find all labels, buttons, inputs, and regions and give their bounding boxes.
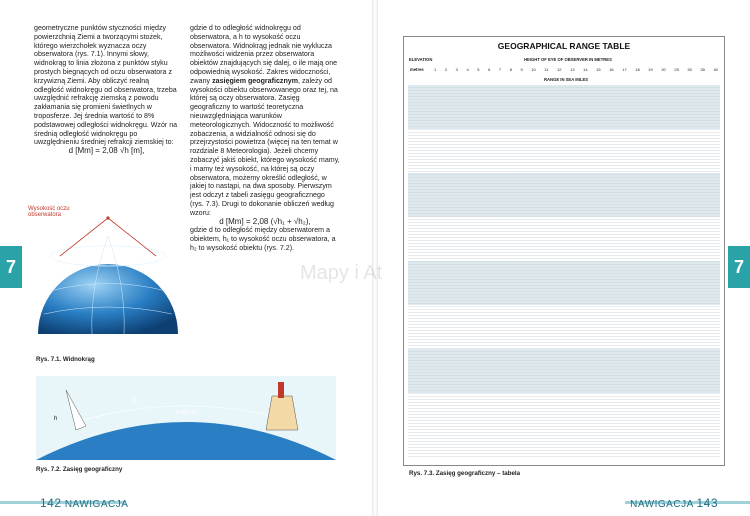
formula-range: d [Mm] = 2,08 (√h₁ + √h₂),	[219, 216, 311, 226]
figure1-caption: Rys. 7.1. Widnokrąg	[36, 356, 95, 363]
column-header: 7	[498, 67, 502, 72]
page-number-right: 143	[696, 496, 718, 510]
column-header: 6	[488, 67, 491, 72]
figure-geographic-range	[36, 376, 336, 460]
watermark-text: Mapy i At	[300, 262, 383, 284]
observer-label: Wysokość oczu obserwatora	[28, 206, 70, 218]
col1-paragraph: geometryczne punktów styczności między powierzchnią Ziemi a tworzącymi stożek, którego wierzchołek wyznacza oczy obserwatora (rys. 7.1). Innymi słowy, widnokrąg to linia złożona z punktów styku prostych biegnących od oczu obserwatora z krzywizną Ziemi. Aby obliczyć realną odległość widnokręgu od obserwatora, trzeba uwzględnić refrakcję ziemską z powodu zakłamania się promieni świetlnych w troposferze. Jej średnia wartość to 8% podstawowej odległości widnokręgu. Wzór na średnią odległość widnokręgu po uwzględnieniu średniej refrakcji ziemskiej to:	[34, 24, 178, 147]
column-header: 14	[583, 67, 588, 72]
column-header: 17	[622, 67, 627, 72]
column-header: 8	[509, 67, 512, 72]
column-header: 13	[570, 67, 575, 72]
label-h: h	[54, 416, 58, 422]
column-header: 20	[661, 67, 666, 72]
geographic-range-table	[403, 36, 725, 466]
col2-text-a: gdzie d to odległość widnokręgu od obserwatora, a h to wysokość oczu obserwatora. Widnokrąg jednak nie wyklucza możliwości widzenia przez obserwatora obiektów znajdujących się dalej, o ile mają one odpowiednią wysokość. Zakres widoczności, zwany	[190, 24, 338, 85]
right-column-text	[190, 24, 340, 253]
footer-left	[40, 496, 128, 510]
figure2-caption: Rys. 7.2. Zasięg geograficzny	[36, 466, 123, 473]
formula-horizon: d [Mm] = 2,08 √h [m],	[68, 146, 145, 156]
column-header: 40	[713, 67, 718, 72]
column-header: 1	[434, 67, 437, 72]
elevation-label: ELEVATION	[409, 57, 433, 62]
column-header: 35	[700, 67, 705, 72]
column-header: 25	[674, 67, 679, 72]
globe-illustration	[30, 196, 180, 336]
column-header: 30	[687, 67, 692, 72]
column-header: 2	[444, 67, 448, 72]
table-rule-lines	[408, 85, 720, 459]
table-body	[408, 85, 720, 459]
column-header: 5	[477, 67, 480, 72]
chapter-tab-left: 7	[0, 246, 22, 288]
height-label: HEIGHT OF EYE OF OBSERVER IN METRES	[524, 57, 612, 62]
metres-label: metres	[410, 67, 424, 72]
figure3-caption: Rys. 7.3. Zasięg geograficzny – tabela	[409, 470, 521, 477]
column-header: 19	[648, 67, 653, 72]
col2-text-b: , zależy od wysokości obiektu obserwowanego oraz tej, na której są oczy obserwatora. Zasięg geograficzny to wartość teoretyczna nieuwzględniająca warunków meteorologicznych. Widoczność to możliwość zobaczenia, a widzialność odnosi się do przejrzystości powietrza (więcej na ten temat w rozdziale 8 Meteorologia). Jeżeli chcemy zobaczyć jakiś obiekt, którego wysokość mamy, i mamy też wysokość, na której są oczy obserwatora, możemy określić odległość, w jakiej to nastąpi, na dwa sposoby. Pierwszym jest odczyt z tabeli zasięgu geograficznego (rys. 7.3). Drugi to dokonanie obliczeń według wzoru:	[190, 76, 340, 217]
column-header: 12	[557, 67, 562, 72]
column-header: 3	[455, 67, 458, 72]
column-header: 9	[520, 67, 523, 72]
section-label-right: NAWIGACJA	[630, 499, 694, 510]
col2-paragraph	[190, 24, 340, 218]
section-label-left: NAWIGACJA	[64, 499, 129, 510]
column-headers	[434, 67, 718, 73]
col2-paragraph-end: gdzie d to odległość między obserwatorem a obiektem, h₁ to wysokość oczu obserwatora, a h₂ to wysokość obiektu (rys. 7.2).	[190, 226, 336, 252]
column-header: 15	[596, 67, 601, 72]
range-illustration	[36, 376, 336, 460]
left-column-text	[34, 24, 179, 156]
label-d1: d₁	[132, 398, 138, 404]
chapter-tab-right: 7	[728, 246, 750, 288]
label-d-sum: d=d₁+d₂	[176, 410, 198, 416]
range-label: RANGE IN SEA MILES	[544, 77, 589, 82]
table-title: GEOGRAPHICAL RANGE TABLE	[497, 41, 631, 51]
col2-bold-term: zasięgiem geograficznym	[212, 76, 299, 85]
column-header: 11	[544, 67, 549, 72]
footer-right	[630, 496, 718, 510]
figure-horizon	[30, 196, 180, 344]
column-header: 10	[531, 67, 536, 72]
column-header: 4	[466, 67, 469, 72]
page-number-left: 142	[40, 496, 62, 510]
column-header: 16	[609, 67, 614, 72]
column-header: 18	[635, 67, 640, 72]
